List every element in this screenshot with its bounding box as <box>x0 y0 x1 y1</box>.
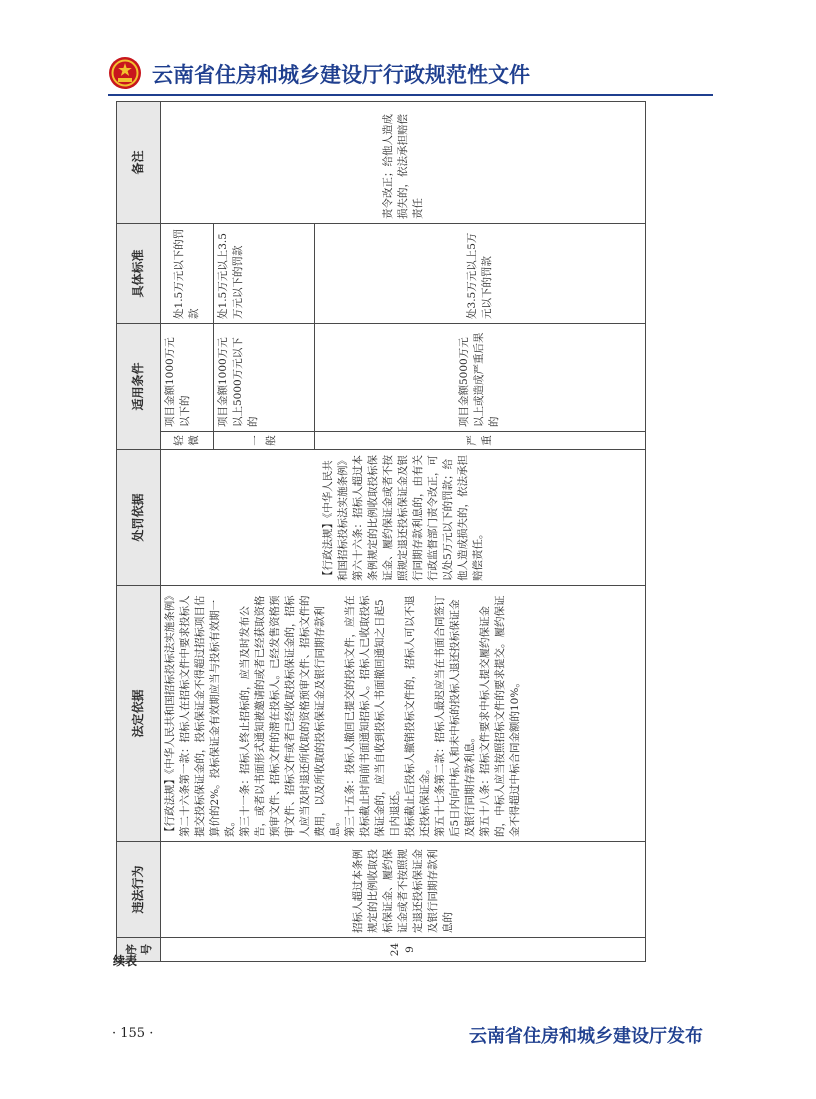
standard-serious: 处3.5万元以上5万元以下的罚款 <box>314 223 645 323</box>
continued-table-label: 续表 <box>113 954 138 968</box>
legal-basis-cell <box>161 586 646 842</box>
penalty-basis-cell: 【行政法规】《中华人民共和国招标投标法实施条例》第六十六条：招标人超过本条例规定的比例收取投标保证金、履约保证金或者不按照规定退还投标保证金及银行同期存款利息的，由有关行政监督部门责令改正，可以处5万元以下的罚款；给他人造成损失的，依法承担赔偿责任。 <box>161 450 646 586</box>
legal-basis-para: 第三十五条：投标人撤回已提交的投标文件，应当在投标截止时间前书面通知招标人。招标人已收取投标保证金的，应当自收到投标人书面撤回通知之日起5日内退还。 <box>344 595 402 837</box>
seq-cell: 249 <box>161 938 646 962</box>
condition-serious: 项目金额5000万元以上或造成严重后果的 <box>314 323 645 431</box>
condition-minor: 项目金额1000万元以下的 <box>161 323 213 431</box>
page-number: · 155 · <box>112 1026 154 1041</box>
legal-basis-para: 第五十八条：招标文件要求中标人提交履约保证金的，中标人应当按照招标文件的要求提交。履约保证金不得超过中标合同金额的10%。 <box>479 595 522 837</box>
grade-level-serious: 严重 <box>314 432 645 450</box>
header-seq: 序号 <box>117 938 161 962</box>
violation-cell: 招标人超过本条例规定的比例收取投标保证金、履约保证金或者不按照规定退还投标保证金及银行同期存款利息的 <box>161 842 646 938</box>
grade-level-minor: 轻微 <box>161 432 213 450</box>
header-remarks: 备注 <box>117 101 161 223</box>
header-legal-basis: 法定依据 <box>117 586 161 842</box>
header-penalty-basis: 处罚依据 <box>117 450 161 586</box>
header-rule <box>108 94 713 96</box>
document-header <box>108 56 708 92</box>
legal-basis-para: 【行政法规】《中华人民共和国招标投标法实施条例》第二十六条第一款：招标人在招标文件中要求投标人提交投标保证金的，投标保证金不得超过招标项目估算价的2%。投标保证金有效期应当与投标有效期一致。 <box>164 590 237 837</box>
grade-level-general: 一般 <box>213 432 314 450</box>
header-conditions: 适用条件 <box>117 323 161 449</box>
condition-general: 项目金额1000万元以上5000万元以下的 <box>213 323 314 431</box>
table-row <box>161 101 213 961</box>
remarks-cell: 责令改正；给他人造成损失的，依法承担赔偿责任 <box>161 101 646 223</box>
penalty-table <box>116 101 646 962</box>
legal-basis-para: 第三十一条：招标人终止招标的，应当及时发布公告，或者以书面形式通知被邀请的或者已经获取资格预审文件、招标文件的潜在投标人。已经发售资格预审文件、招标文件或者已经收取投标保证金的，招标人应当及时退还所收取的资格预审文件、招标文件的费用，以及所收取的投标保证金及银行同期存款利息。 <box>239 595 342 837</box>
penalty-table-wrapper <box>116 102 646 962</box>
header-violation: 违法行为 <box>117 842 161 938</box>
national-emblem-icon <box>108 56 142 90</box>
legal-basis-para: 投标截止后投标人撤销投标文件的，招标人可以不退还投标保证金。 <box>404 595 432 837</box>
document-title: 云南省住房和城乡建设厅行政规范性文件 <box>152 63 530 87</box>
table-header-row <box>117 101 161 961</box>
publisher-footer: 云南省住房和城乡建设厅发布 <box>469 1026 703 1047</box>
standard-minor: 处1.5万元以下的罚款 <box>161 223 213 323</box>
standard-general: 处1.5万元以上3.5万元以下的罚款 <box>213 223 314 323</box>
header-standard: 具体标准 <box>117 223 161 323</box>
legal-basis-para: 第五十七条第二款：招标人最迟应当在书面合同签订后5日内向中标人和未中标的投标人退还投标保证金及银行同期存款利息。 <box>434 595 477 837</box>
